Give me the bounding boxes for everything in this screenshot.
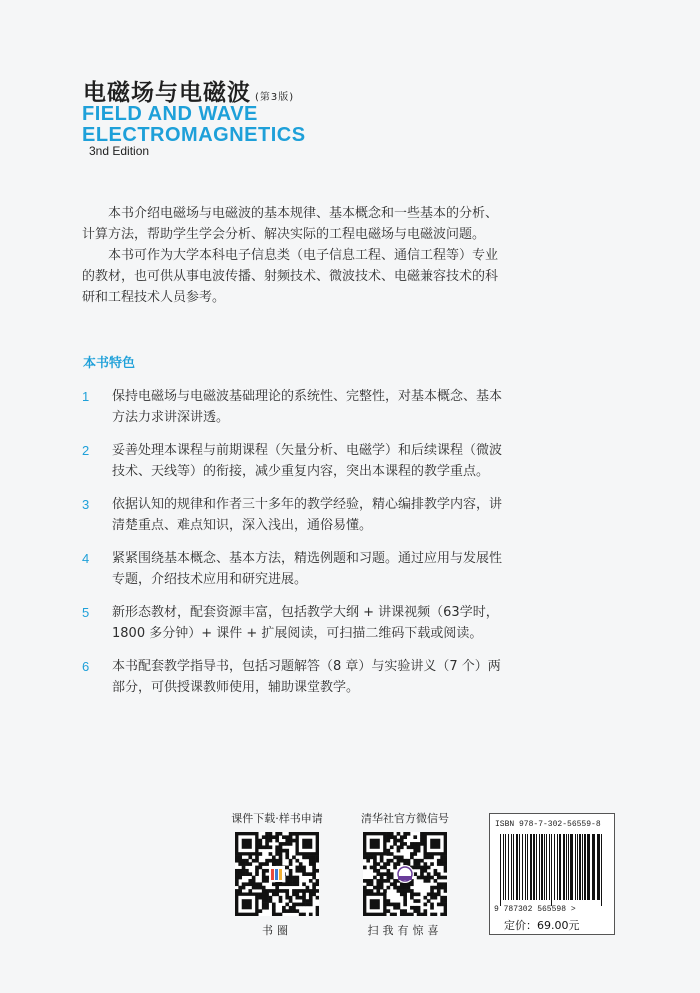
feature-number: 4 (82, 551, 90, 566)
qr-caption: 书圈 (262, 924, 292, 937)
qr-code[interactable] (235, 832, 319, 916)
features-heading: 本书特色 (83, 356, 136, 371)
qr-label: 清华社官方微信号 (361, 812, 449, 825)
feature-item (82, 656, 512, 698)
feature-number: 5 (82, 605, 90, 620)
feature-number: 3 (82, 497, 90, 512)
intro-paragraph: 本书可作为大学本科电子信息类（电子信息工程、通信工程等）专业的教材，也可供从事电波传播、射频技术、微波技术、电磁兼容技术的科研和工程技术人员参考。 (82, 248, 499, 305)
isbn-text: ISBN 978-7-302-56559-8 (495, 820, 601, 829)
feature-number: 6 (82, 659, 90, 674)
feature-text: 依据认知的规律和作者三十多年的教学经验，精心编排教学内容，讲清楚重点、难点知识，深入浅出，通俗易懂。 (112, 497, 503, 533)
feature-item (82, 494, 512, 536)
feature-item (82, 548, 512, 590)
edition-cn: (第3版) (255, 92, 295, 103)
isbn-digits: 9 787302 565598 > (494, 905, 576, 914)
feature-item (82, 386, 512, 428)
price-label: 定价：69.00元 (504, 919, 580, 932)
feature-item (82, 602, 512, 644)
feature-text: 紧紧围绕基本概念、基本方法，精选例题和习题。通过应用与发展性专题，介绍技术应用和研究进展。 (112, 551, 503, 587)
qr-block-wechat (350, 810, 460, 938)
intro-text (82, 203, 502, 308)
feature-text: 妥善处理本课程与前期课程（矢量分析、电磁学）和后续课程（微波技术、天线等）的衔接，减少重复内容，突出本课程的教学重点。 (112, 443, 503, 479)
qr-code[interactable] (363, 832, 447, 916)
features-list (82, 386, 512, 710)
intro-paragraph: 本书介绍电磁场与电磁波的基本规律、基本概念和一些基本的分析、计算方法，帮助学生学会分析、解决实际的工程电磁场与电磁波问题。 (82, 206, 499, 242)
feature-text: 新形态教材，配套资源丰富，包括教学大纲 + 讲课视频（63学时，1800 多分钟）+ 课件 + 扩展阅读，可扫描二维码下载或阅读。 (112, 605, 499, 641)
edition-en: 3nd Edition (89, 144, 150, 158)
barcode-panel (489, 813, 615, 935)
qr-label: 课件下载·样书申请 (231, 812, 323, 825)
feature-text: 本书配套教学指导书，包括习题解答（8 章）与实验讲义（7 个）两部分，可供授课教师使用，辅助课堂教学。 (112, 659, 501, 695)
feature-number: 2 (82, 443, 90, 458)
book-icon (235, 832, 319, 916)
book-title-en (82, 104, 306, 146)
book-title-cn: 电磁场与电磁波 (83, 80, 251, 106)
title-en-line2: ELECTROMAGNETICS (82, 124, 306, 146)
feature-number: 1 (82, 389, 90, 404)
qr-block-shuquan (222, 810, 332, 938)
tsinghua-logo-icon (363, 832, 447, 916)
qr-caption: 扫我有惊喜 (367, 924, 443, 937)
feature-item (82, 440, 512, 482)
title-en-line1: FIELD AND WAVE (82, 103, 258, 125)
barcode (498, 834, 606, 906)
feature-text: 保持电磁场与电磁波基础理论的系统性、完整性，对基本概念、基本方法力求讲深讲透。 (112, 389, 503, 425)
